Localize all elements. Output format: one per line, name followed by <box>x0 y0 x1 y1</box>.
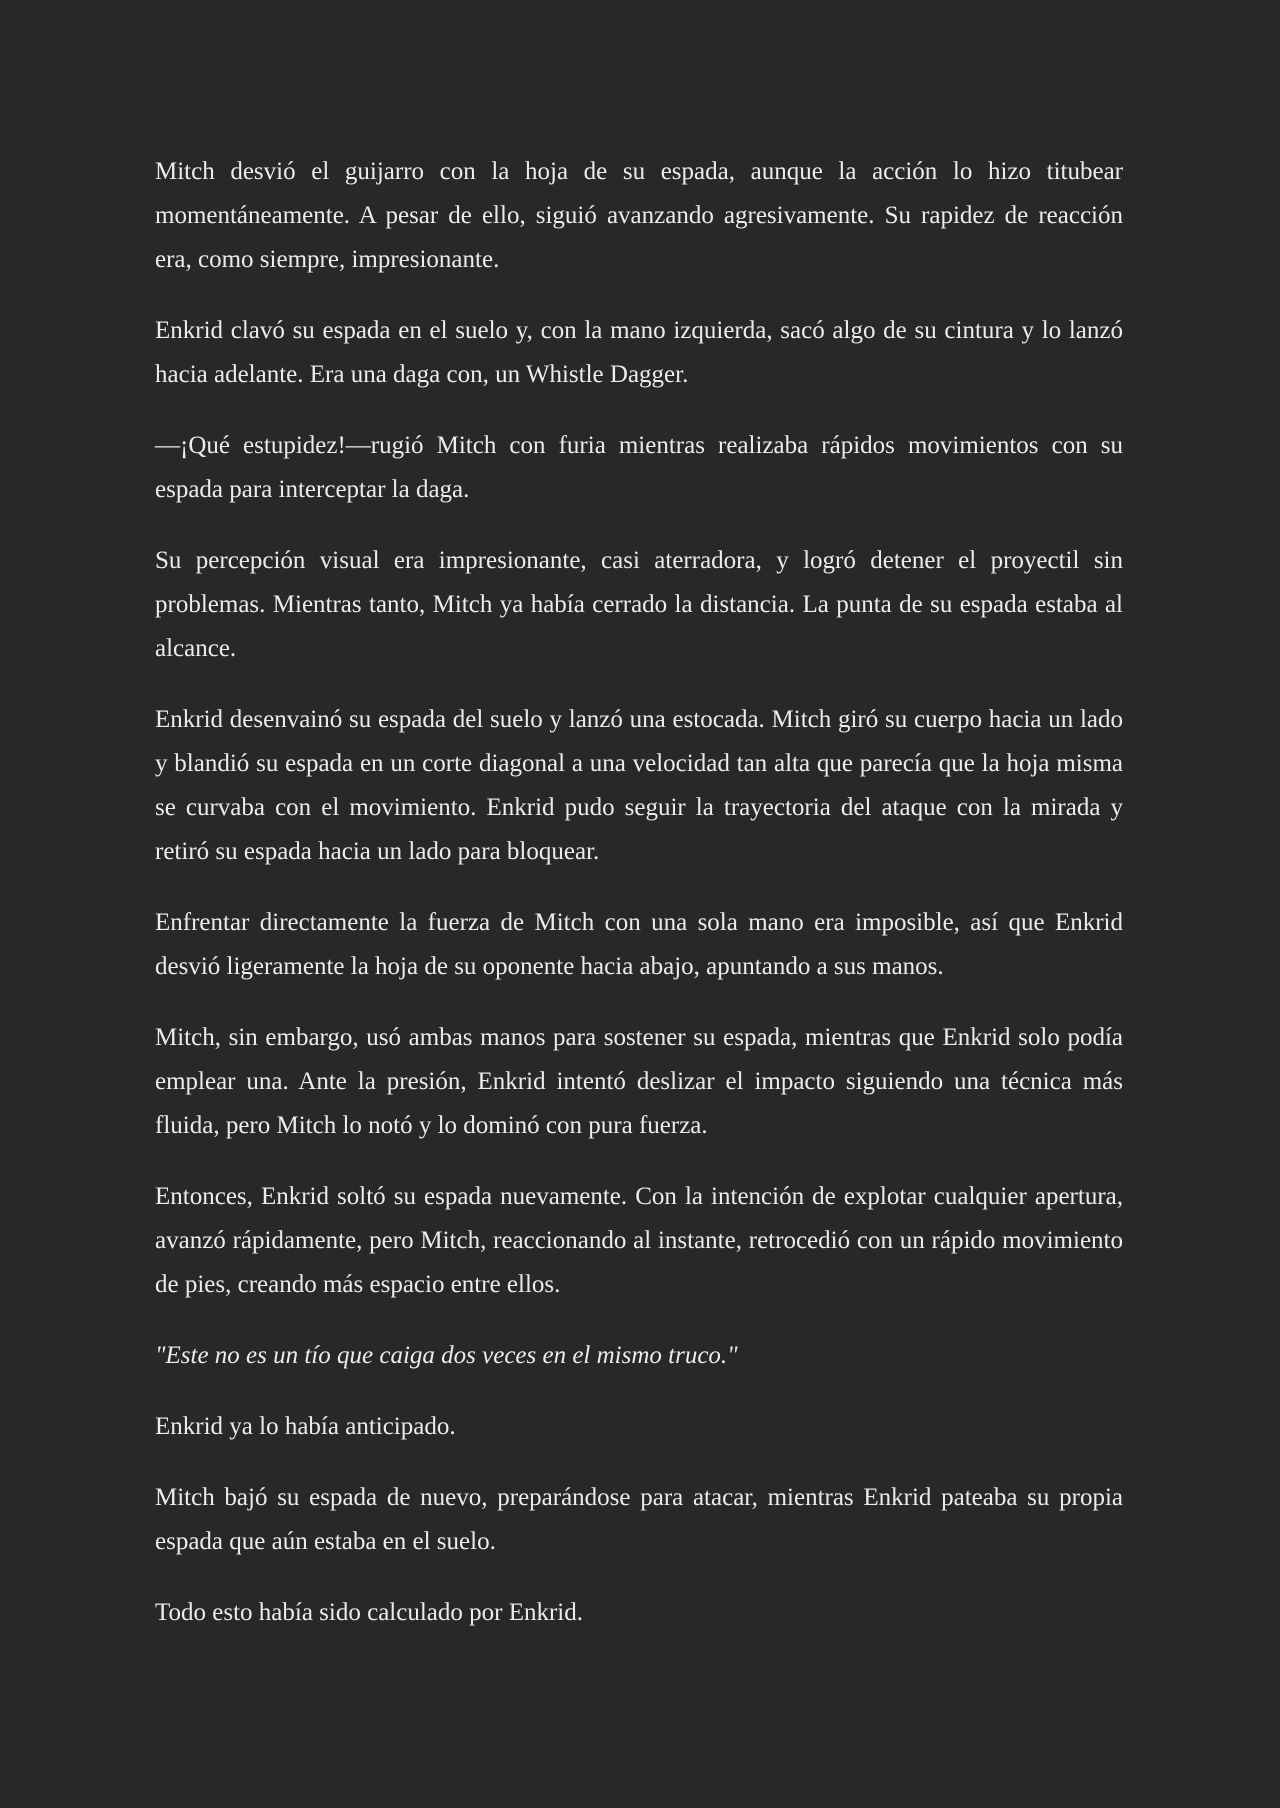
paragraph: Todo esto había sido calculado por Enkrid. <box>155 1599 584 1626</box>
paragraph: Mitch bajó su espada de nuevo, preparándose para atacar, mientras Enkrid pateaba su propia espada que aún estaba en el suelo. <box>155 1484 1123 1555</box>
paragraph: Su percepción visual era impresionante, casi aterradora, y logró detener el proyectil sin problemas. Mientras tanto, Mitch ya había cerrado la distancia. La punta de su espada estaba al alcance. <box>155 547 1123 662</box>
document-body <box>155 150 1123 1662</box>
paragraph: Enfrentar directamente la fuerza de Mitch con una sola mano era imposible, así que Enkrid desvió ligeramente la hoja de su oponente hacia abajo, apuntando a sus manos. <box>155 909 1123 980</box>
paragraph: Mitch, sin embargo, usó ambas manos para sostener su espada, mientras que Enkrid solo podía emplear una. Ante la presión, Enkrid intentó deslizar el impacto siguiendo una técnica más fluida, pero Mitch lo notó y lo dominó con pura fuerza. <box>155 1024 1123 1139</box>
paragraph: Enkrid clavó su espada en el suelo y, con la mano izquierda, sacó algo de su cintura y lo lanzó hacia adelante. Era una daga con, un Whistle Dagger. <box>155 317 1123 388</box>
paragraph: Enkrid desenvainó su espada del suelo y lanzó una estocada. Mitch giró su cuerpo hacia un lado y blandió su espada en un corte diagonal a una velocidad tan alta que parecía que la hoja misma se curvaba con el movimiento. Enkrid pudo seguir la trayectoria del ataque con la mirada y retiró su espada hacia un lado para bloquear. <box>155 706 1123 865</box>
paragraph: —¡Qué estupidez!—rugió Mitch con furia mientras realizaba rápidos movimientos con su espada para interceptar la daga. <box>155 432 1123 503</box>
italic-thought-paragraph: "Este no es un tío que caiga dos veces en el mismo truco." <box>155 1342 738 1369</box>
paragraph: Mitch desvió el guijarro con la hoja de su espada, aunque la acción lo hizo titubear momentáneamente. A pesar de ello, siguió avanzando agresivamente. Su rapidez de reacción era, como siempre, impresionante. <box>155 158 1123 273</box>
paragraph: Enkrid ya lo había anticipado. <box>155 1413 456 1440</box>
paragraph: Entonces, Enkrid soltó su espada nuevamente. Con la intención de explotar cualquier apertura, avanzó rápidamente, pero Mitch, reaccionando al instante, retrocedió con un rápido movimiento de pies, creando más espacio entre ellos. <box>155 1183 1123 1298</box>
